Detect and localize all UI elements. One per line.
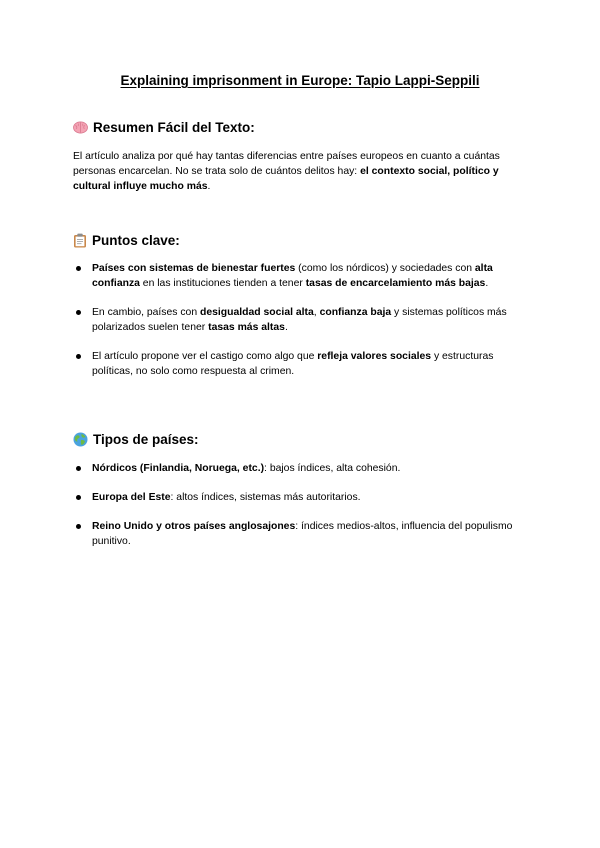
summary-text-lead: El artículo analiza por qué hay tantas diferencias entre países europeos en cuanto a cuántas personas encarcelan. No se trata solo de cuántos delitos hay: — [73, 151, 500, 177]
kp2-part: confianza baja — [319, 307, 392, 318]
ct3-part: : índices medios-altos, influencia del populismo punitivo. — [92, 521, 513, 547]
bullet-dot — [76, 310, 81, 315]
kp1-part: tasas de encarcelamiento más bajas — [305, 278, 486, 289]
key-points-heading — [73, 233, 180, 248]
summary-paragraph — [73, 149, 533, 194]
key-point-item — [73, 349, 533, 379]
kp3-part: El artículo propone ver el castigo como algo que — [92, 351, 318, 362]
ct1-part: Nórdicos (Finlandia, Noruega, etc.) — [92, 463, 265, 474]
kp1-part: alta confianza — [92, 263, 493, 289]
document-title: Explaining imprisonment in Europe: Tapio Lappi-Seppili — [120, 73, 480, 88]
kp1-part: . — [485, 278, 489, 289]
country-type-item — [73, 461, 533, 476]
brain-icon — [73, 121, 88, 134]
kp2-part: tasas más altas — [208, 322, 285, 333]
ct2-part: : altos índices, sistemas más autoritarios. — [170, 492, 361, 503]
country-type-item — [73, 519, 533, 549]
country-types-heading — [73, 432, 199, 447]
globe-icon — [73, 432, 88, 447]
country-types-heading-text: Tipos de países: — [93, 432, 199, 447]
bullet-dot — [76, 354, 81, 359]
summary-text-emphasis: el contexto social, político y cultural influye mucho más — [73, 166, 499, 192]
kp2-part: y sistemas políticos más polarizados suelen tener — [92, 307, 507, 333]
key-point-item — [73, 305, 533, 335]
kp2-part: desigualdad social alta — [200, 307, 314, 318]
summary-heading-text: Resumen Fácil del Texto: — [93, 120, 255, 135]
ct2-part: Europa del Este — [92, 492, 171, 503]
key-points-heading-text: Puntos clave: — [92, 233, 180, 248]
bullet-dot — [76, 495, 81, 500]
kp1-part: en las instituciones tienden a tener — [139, 278, 306, 289]
summary-text-end: . — [207, 181, 211, 192]
bullet-dot — [76, 466, 81, 471]
bullet-dot — [76, 266, 81, 271]
kp1-part: (como los nórdicos) y sociedades con — [295, 263, 475, 274]
ct3-part: Reino Unido y otros países anglosajones — [92, 521, 296, 532]
kp1-part: Países con sistemas de bienestar fuertes — [92, 263, 296, 274]
summary-heading — [73, 120, 255, 135]
ct1-part: : bajos índices, alta cohesión. — [264, 463, 401, 474]
key-point-item — [73, 261, 533, 291]
kp3-part: y estructuras políticas, no solo como respuesta al crimen. — [92, 351, 494, 377]
kp2-part: . — [284, 322, 288, 333]
bullet-dot — [76, 524, 81, 529]
clipboard-icon — [73, 233, 87, 248]
country-type-item — [73, 490, 533, 505]
kp2-part: , — [313, 307, 320, 318]
kp3-part: refleja valores sociales — [317, 351, 432, 362]
kp2-part: En cambio, países con — [92, 307, 201, 318]
